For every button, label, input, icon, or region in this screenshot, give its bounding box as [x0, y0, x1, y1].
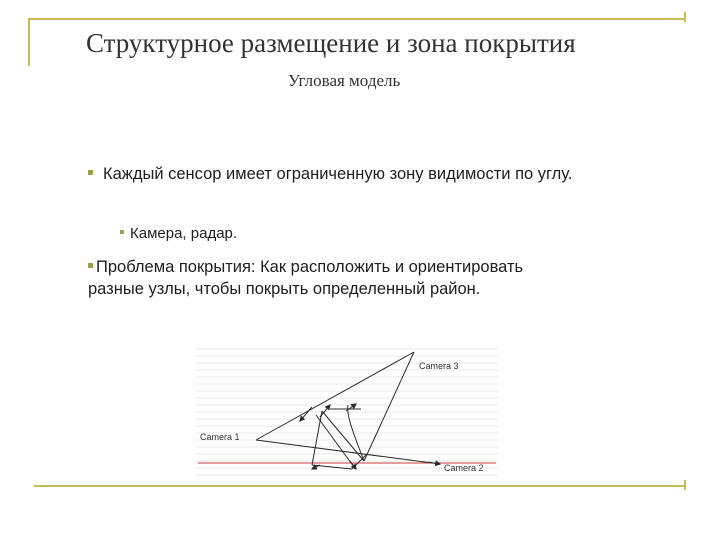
- frame-bottom-border: [34, 485, 684, 487]
- frame-bottom-right-tick: [684, 480, 686, 490]
- bullet-item: [88, 256, 558, 300]
- bullet-square-icon: [88, 263, 93, 268]
- frame-left-border: [28, 18, 30, 66]
- slide-subtitle: Угловая модель: [288, 71, 401, 90]
- bullet-square-icon: [88, 170, 93, 175]
- camera-3-label: Camera 3: [419, 361, 459, 371]
- camera-1-label: Camera 1: [200, 432, 240, 442]
- bullet-text: Каждый сенсор имеет ограниченную зону видимости по углу.: [103, 165, 573, 183]
- camera-coverage-figure: [196, 345, 498, 482]
- frame-top-border: [28, 18, 684, 20]
- camera-2-label: Camera 2: [444, 463, 484, 473]
- bullet-text: Камера, радар.: [130, 225, 238, 242]
- bullet-text: Проблема покрытия: Как расположить и ориентировать разные узлы, чтобы покрыть определенный район.: [88, 258, 524, 298]
- sub-bullet-item: [120, 223, 237, 245]
- slide-title: Структурное размещение и зона покрытия: [86, 28, 576, 58]
- frame-right-tick: [684, 12, 686, 22]
- bullet-item: [88, 163, 628, 185]
- bullet-square-icon: [120, 230, 124, 234]
